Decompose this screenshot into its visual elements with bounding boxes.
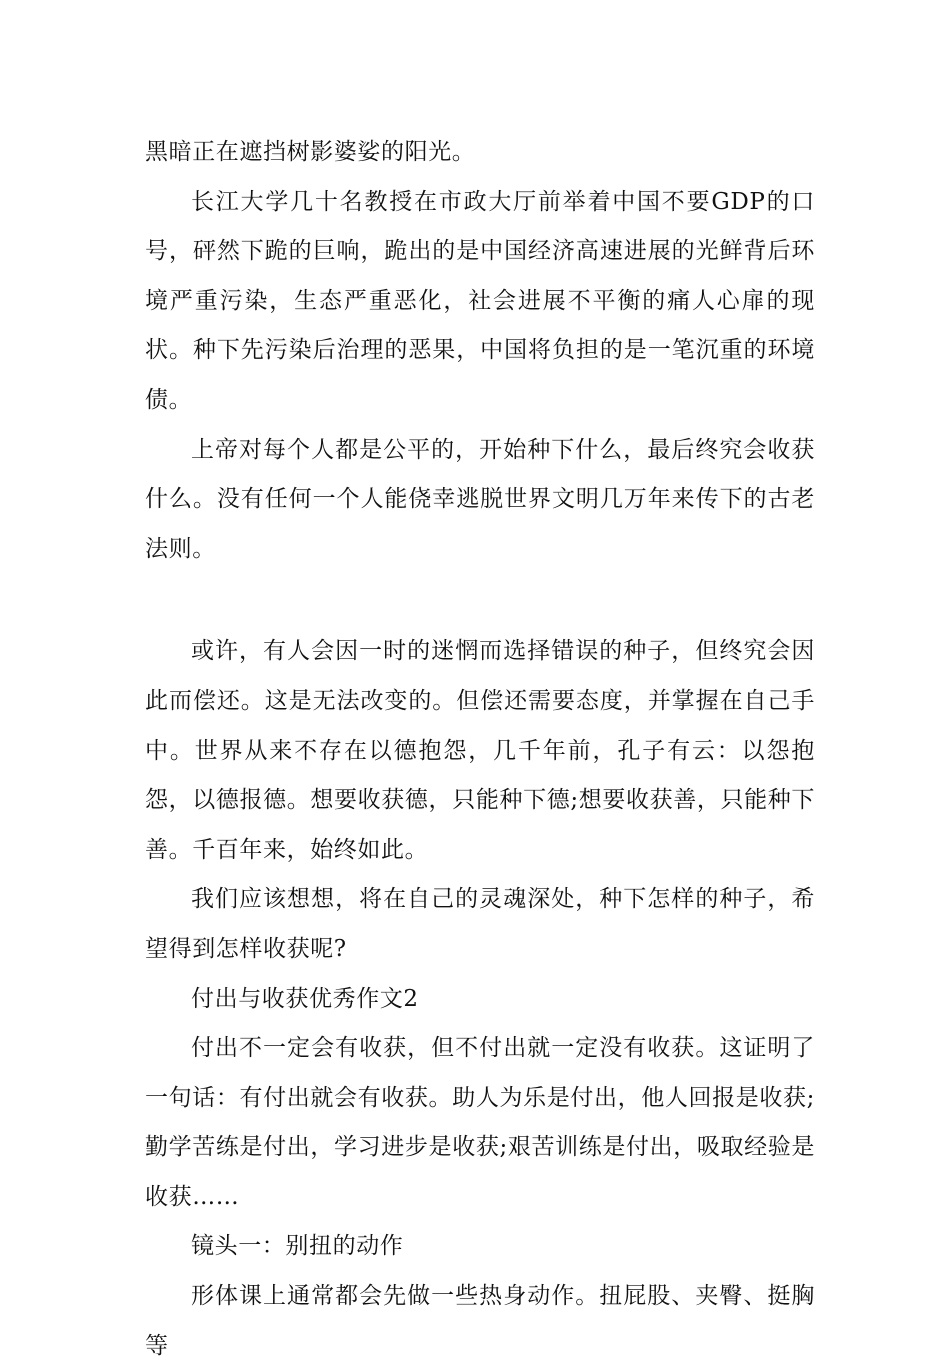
essay-title: 付出与收获优秀作文2 bbox=[191, 985, 419, 1012]
paragraph-body-class: 形体课上通常都会先做一些热身动作。扭屁股、夹臀、挺胸等 bbox=[145, 1283, 815, 1359]
section-heading-scene-one: 镜头一：别扭的动作 bbox=[191, 1233, 404, 1260]
paragraph-professors: 长江大学几十名教授在市政大厅前举着中国不要GDP的口号，砰然下跪的巨响，跪出的是中国经济高速进展的光鲜背后环境严重污染，生态严重恶化，社会进展不平衡的痛人心扉的现状。种下先污染后治理的恶果，中国将负担的是一笔沉重的环境债。 bbox=[145, 188, 815, 413]
blank-line bbox=[145, 574, 815, 627]
document-body bbox=[145, 128, 815, 1371]
paragraph-continuation: 黑暗正在遮挡树影婆娑的阳光。 bbox=[145, 139, 476, 165]
paragraph-perhaps: 或许，有人会因一时的迷惘而选择错误的种子，但终究会因此而偿还。这是无法改变的。但偿还需要态度，并掌握在自己手中。世界从来不存在以德抱怨，几千年前，孔子有云：以怨抱怨，以德报德。想要收获德，只能种下德;想要收获善，只能种下善。千百年来，始终如此。 bbox=[145, 638, 815, 863]
paragraph-effort: 付出不一定会有收获，但不付出就一定没有收获。这证明了一句话：有付出就会有收获。助人为乐是付出，他人回报是收获;勤学苦练是付出，学习进步是收获;艰苦训练是付出，吸取经验是收获…… bbox=[145, 1035, 815, 1210]
paragraph-reflection: 我们应该想想，将在自己的灵魂深处，种下怎样的种子，希望得到怎样收获呢? bbox=[145, 886, 815, 962]
paragraph-fairness: 上帝对每个人都是公平的，开始种下什么，最后终究会收获什么。没有任何一个人能侥幸逃脱世界文明几万年来传下的古老法则。 bbox=[145, 436, 815, 562]
